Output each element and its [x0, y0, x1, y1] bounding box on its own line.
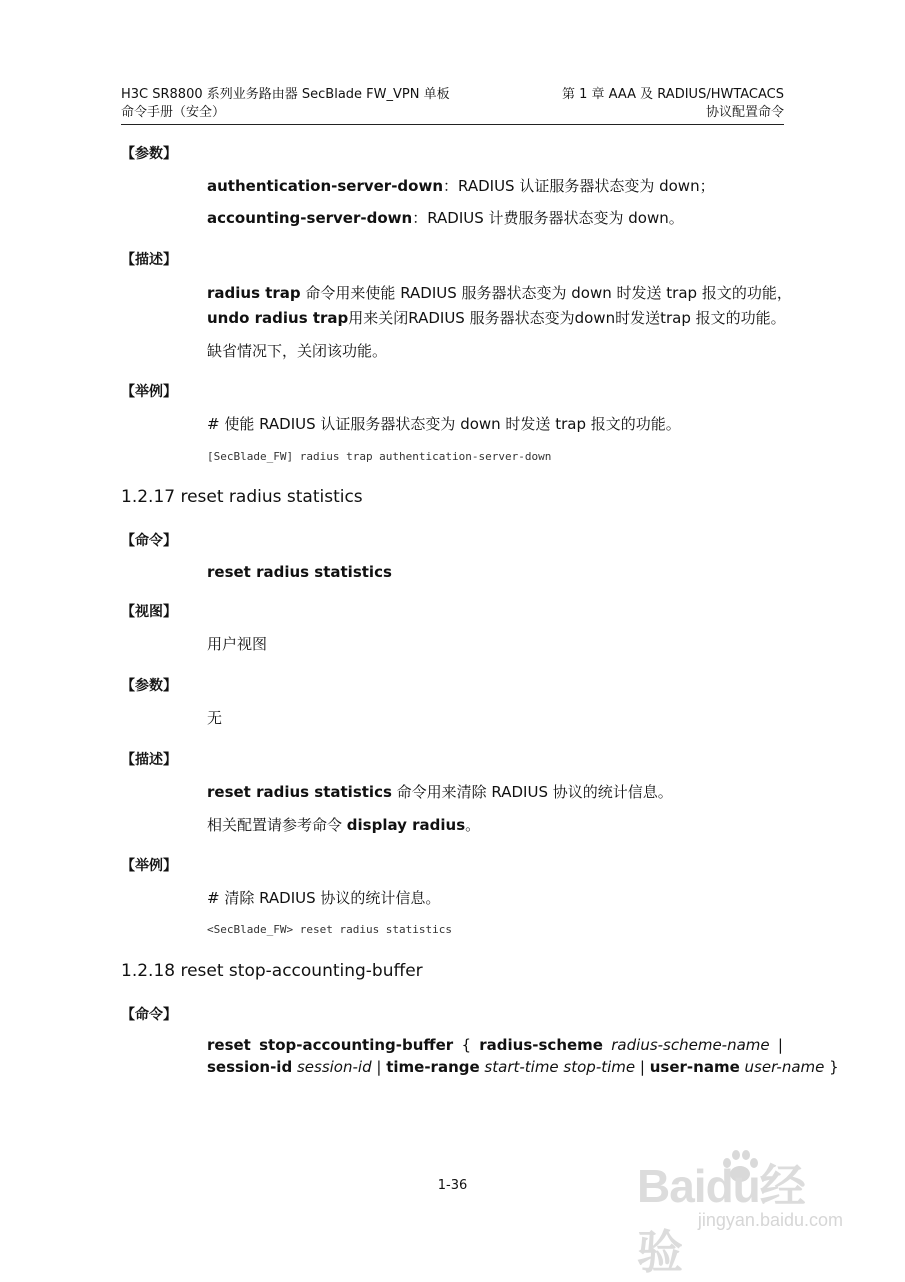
view-tag: 【视图】	[121, 604, 177, 620]
example-tag: 【举例】	[121, 384, 177, 400]
param-item	[207, 176, 715, 196]
watermark-url: jingyan.baidu.com	[697, 1210, 843, 1230]
section-heading: 1.2.18 reset stop-accounting-buffer	[121, 961, 423, 981]
command-keyword: undo radius trap	[207, 309, 349, 327]
watermark-logo: Baidu经验	[637, 1160, 805, 1278]
description-text: 命令用来使能 RADIUS 服务器状态变为 down 时发送 trap 报文的功能，	[300, 284, 792, 302]
description-text: 用来关闭RADIUS 服务器状态变为down时发送trap 报文的功能。	[348, 309, 786, 327]
syntax-keyword: radius-scheme	[479, 1036, 603, 1054]
example-comment: # 使能 RADIUS 认证服务器状态变为 down 时发送 trap 报文的功能。	[207, 415, 681, 433]
description-line	[207, 782, 673, 802]
params-value: 无	[207, 709, 223, 727]
description-text: 相关配置请参考命令	[207, 816, 347, 834]
command-keyword: radius trap	[207, 284, 301, 302]
syntax-brace: }	[824, 1058, 839, 1076]
header-right	[562, 86, 784, 122]
header-chapter-subtitle: 协议配置命令	[705, 105, 784, 120]
command-tag: 【命令】	[121, 533, 177, 549]
command-tag: 【命令】	[121, 1007, 177, 1023]
command-keyword: reset radius statistics	[207, 783, 392, 801]
syntax-keyword: session-id	[207, 1058, 293, 1076]
command-syntax	[207, 1034, 839, 1078]
syntax-keyword: user-name	[649, 1058, 740, 1076]
description-line	[207, 283, 792, 303]
syntax-argument: session-id	[292, 1058, 372, 1076]
related-command: display radius	[346, 816, 466, 834]
syntax-keyword: time-range	[386, 1058, 480, 1076]
header-manual-name: 命令手册（安全）	[121, 105, 226, 120]
description-default: 缺省情况下，关闭该功能。	[207, 342, 388, 360]
baidu-watermark	[637, 1150, 847, 1278]
view-value: 用户视图	[207, 635, 268, 653]
params-tag: 【参数】	[121, 678, 177, 694]
syntax-keyword: reset	[207, 1036, 251, 1054]
param-keyword: accounting-server-down	[207, 209, 413, 227]
param-item	[207, 208, 684, 228]
example-comment: # 清除 RADIUS 协议的统计信息。	[207, 889, 441, 907]
example-code: [SecBlade_FW] radius trap authentication-server-down	[207, 450, 552, 463]
page-number: 1-36	[437, 1178, 468, 1193]
description-tag: 【描述】	[121, 752, 177, 768]
description-line	[207, 308, 786, 328]
param-description: ：RADIUS 计费服务器状态变为 down。	[412, 209, 684, 227]
params-tag: 【参数】	[121, 146, 177, 162]
syntax-separator: |	[371, 1058, 387, 1076]
command-syntax	[207, 562, 392, 582]
header-book-title: H3C SR8800 系列业务路由器 SecBlade FW_VPN 单板	[121, 87, 450, 102]
command-keyword: reset radius statistics	[207, 563, 392, 581]
section-heading: 1.2.17 reset radius statistics	[121, 487, 363, 507]
param-keyword: authentication-server-down	[207, 177, 444, 195]
header-chapter-title: 第 1 章 AAA 及 RADIUS/HWTACACS	[561, 87, 784, 102]
param-description: ：RADIUS 认证服务器状态变为 down；	[443, 177, 715, 195]
syntax-keyword: stop-accounting-buffer	[259, 1036, 454, 1054]
example-tag: 【举例】	[121, 858, 177, 874]
description-tag: 【描述】	[121, 252, 177, 268]
description-line	[207, 815, 480, 835]
syntax-argument: user-name	[739, 1058, 825, 1076]
syntax-separator: |	[635, 1058, 650, 1076]
header-divider	[121, 124, 784, 125]
syntax-line	[207, 1034, 783, 1056]
syntax-brace: {	[461, 1036, 471, 1054]
syntax-argument: radius-scheme-name	[611, 1036, 770, 1054]
syntax-separator: |	[777, 1036, 783, 1054]
header-left	[121, 86, 450, 122]
description-punct: 。	[465, 816, 481, 834]
syntax-line	[207, 1056, 839, 1078]
syntax-argument: start-time stop-time	[479, 1058, 636, 1076]
description-text: 命令用来清除 RADIUS 协议的统计信息。	[391, 783, 673, 801]
example-code: <SecBlade_FW> reset radius statistics	[207, 923, 453, 936]
